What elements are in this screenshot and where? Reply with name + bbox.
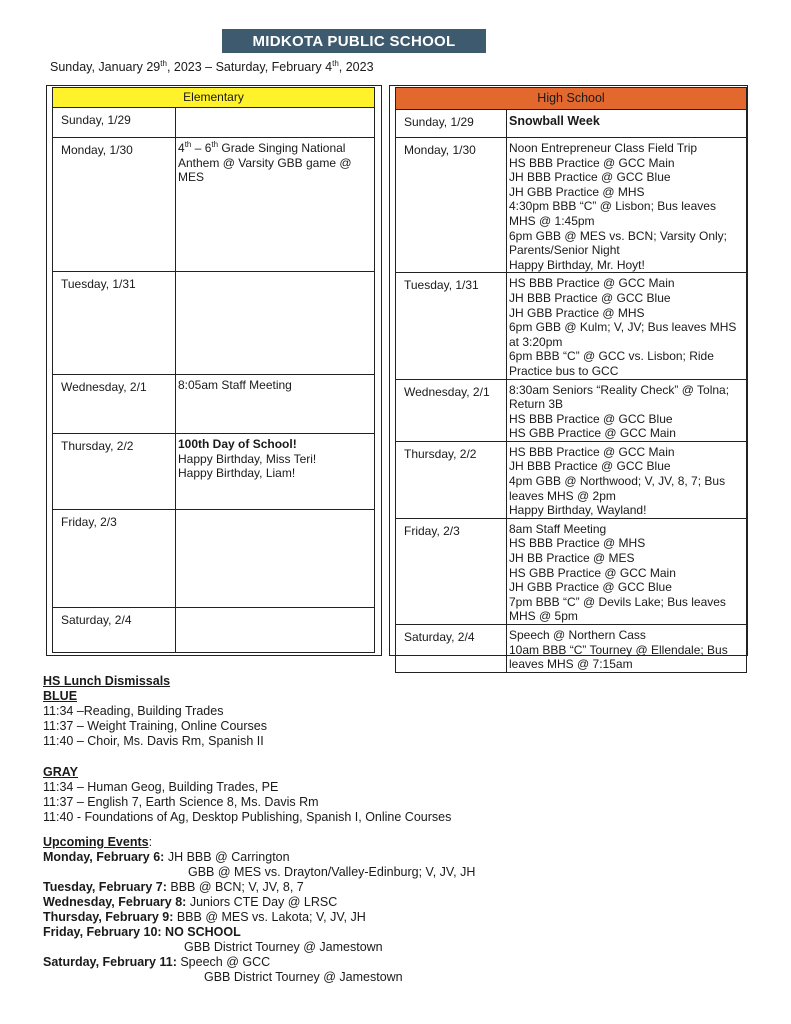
event-text: HS BBB Practice @ GCC Main — [509, 276, 675, 291]
event-text: Happy Birthday, Miss Teri! — [178, 451, 317, 466]
lunch-item: 11:34 –Reading, Building Trades — [43, 704, 224, 718]
day-label: Saturday, 2/4 — [396, 625, 507, 673]
elementary-table — [52, 87, 375, 653]
lunch-item: 11:40 - Foundations of Ag, Desktop Publishing, Spanish I, Online Courses — [43, 810, 452, 824]
event-text: HS GBB Practice @ GCC Main — [509, 426, 676, 441]
event-cell — [176, 510, 375, 608]
event-text: JH BBB Practice @ GCC Blue — [509, 459, 671, 474]
event-text: HS BBB Practice @ MHS — [509, 536, 646, 551]
event-text: HS BBB Practice @ GCC Main — [509, 155, 675, 170]
event-cell — [507, 273, 747, 379]
event-text: 4pm GBB @ Northwood; V, JV, 8, 7; Bus leaves MHS @ 2pm — [509, 474, 726, 503]
event-cell — [507, 441, 747, 518]
event-text: 4th – 6th Grade Singing National Anthem @ Varsity GBB game @ MES — [178, 140, 352, 185]
day-label: Monday, 1/30 — [396, 138, 507, 273]
event-cell — [176, 608, 375, 653]
event-text: HS BBB Practice @ GCC Blue — [509, 411, 673, 426]
day-label: Tuesday, 1/31 — [53, 272, 176, 375]
lunch-item: 11:40 – Choir, Ms. Davis Rm, Spanish II — [43, 734, 264, 748]
event-cell — [507, 379, 747, 441]
event-text: 100th Day of School! — [178, 437, 297, 451]
upcoming-item-more: GBB District Tourney @ Jamestown — [184, 940, 383, 954]
upcoming-item: Monday, February 6: JH BBB @ Carrington — [43, 850, 290, 864]
lunch-item: 11:37 – English 7, Earth Science 8, Ms. Davis Rm — [43, 795, 319, 809]
lunch-item: 11:37 – Weight Training, Online Courses — [43, 719, 267, 733]
day-label: Monday, 1/30 — [53, 138, 176, 272]
lunch-item: 11:34 – Human Geog, Building Trades, PE — [43, 780, 279, 794]
event-text: Noon Entrepreneur Class Field Trip — [509, 141, 698, 155]
upcoming-item: Saturday, February 11: Speech @ GCC — [43, 955, 271, 969]
event-text: 8:30am Seniors “Reality Check” @ Tolna; Return 3B — [509, 382, 730, 412]
day-label: Sunday, 1/29 — [396, 110, 507, 138]
event-text: JH BBB Practice @ GCC Blue — [509, 290, 671, 305]
event-text: HS BBB Practice @ GCC Main — [509, 444, 675, 459]
event-text: JH GBB Practice @ GCC Blue — [509, 580, 672, 595]
upcoming-item: Thursday, February 9: BBB @ MES vs. Lakota; V, JV, JH — [43, 910, 366, 924]
event-text: 6pm GBB @ Kulm; V, JV; Bus leaves MHS at 3:20pm — [509, 320, 737, 349]
event-cell — [176, 108, 375, 138]
day-label: Wednesday, 2/1 — [53, 375, 176, 434]
day-label: Tuesday, 1/31 — [396, 273, 507, 379]
event-text: Happy Birthday, Liam! — [178, 466, 296, 481]
gray-label: GRAY — [43, 765, 78, 779]
event-text: Happy Birthday, Wayland! — [509, 503, 647, 518]
event-text: Snowball Week — [509, 114, 600, 128]
blue-label: BLUE — [43, 689, 78, 703]
day-label: Friday, 2/3 — [396, 518, 507, 624]
event-cell — [507, 625, 747, 673]
day-label: Thursday, 2/2 — [53, 434, 176, 510]
event-text: HS GBB Practice @ GCC Main — [509, 565, 676, 580]
event-text: 10am BBB “C” Tourney @ Ellendale; Bus leaves MHS @ 7:15am — [509, 642, 728, 672]
event-cell — [176, 272, 375, 375]
event-cell — [507, 110, 747, 138]
upcoming-events — [43, 835, 475, 985]
upcoming-heading: Upcoming Events: — [43, 835, 153, 849]
event-cell — [176, 138, 375, 272]
event-text: 8:05am Staff Meeting — [178, 378, 292, 392]
event-text: Happy Birthday, Mr. Hoyt! — [509, 257, 645, 272]
event-text: JH GBB Practice @ MHS — [509, 184, 645, 199]
lunch-dismissals — [43, 674, 451, 825]
day-label: Thursday, 2/2 — [396, 441, 507, 518]
date-range: Sunday, January 29th, 2023 – Saturday, February 4th, 2023 — [50, 58, 374, 74]
day-label: Wednesday, 2/1 — [396, 379, 507, 441]
event-text: 4:30pm BBB “C” @ Lisbon; Bus leaves MHS @ 1:45pm — [509, 199, 716, 228]
event-cell — [507, 518, 747, 624]
elementary-header: Elementary — [53, 88, 375, 108]
high-school-header: High School — [396, 88, 747, 110]
event-text: JH BBB Practice @ GCC Blue — [509, 170, 671, 185]
event-text: JH BB Practice @ MES — [509, 551, 635, 566]
event-text: 6pm GBB @ MES vs. BCN; Varsity Only; Parents/Senior Night — [509, 228, 728, 258]
event-text: 6pm BBB “C” @ GCC vs. Lisbon; Ride Practice bus to GCC — [509, 349, 714, 378]
event-cell — [507, 138, 747, 273]
event-text: 8am Staff Meeting — [509, 521, 607, 536]
day-label: Saturday, 2/4 — [53, 608, 176, 653]
event-text: Speech @ Northern Cass — [509, 628, 646, 642]
event-cell — [176, 434, 375, 510]
upcoming-item-more: GBB District Tourney @ Jamestown — [204, 970, 403, 984]
event-text: JH GBB Practice @ MHS — [509, 305, 645, 320]
page-title: MIDKOTA PUBLIC SCHOOL — [222, 29, 486, 53]
upcoming-item: Wednesday, February 8: Juniors CTE Day @ LRSC — [43, 895, 338, 909]
event-text: 7pm BBB “C” @ Devils Lake; Bus leaves MHS @ 5pm — [509, 594, 726, 624]
upcoming-item-more: GBB @ MES vs. Drayton/Valley-Edinburg; V, JV, JH — [188, 865, 476, 879]
day-label: Friday, 2/3 — [53, 510, 176, 608]
lunch-heading: HS Lunch Dismissals — [43, 674, 171, 688]
day-label: Sunday, 1/29 — [53, 108, 176, 138]
upcoming-item: Friday, February 10: NO SCHOOL — [43, 925, 241, 939]
upcoming-item: Tuesday, February 7: BBB @ BCN; V, JV, 8, 7 — [43, 880, 304, 894]
high-school-table — [395, 87, 747, 673]
event-cell — [176, 375, 375, 434]
